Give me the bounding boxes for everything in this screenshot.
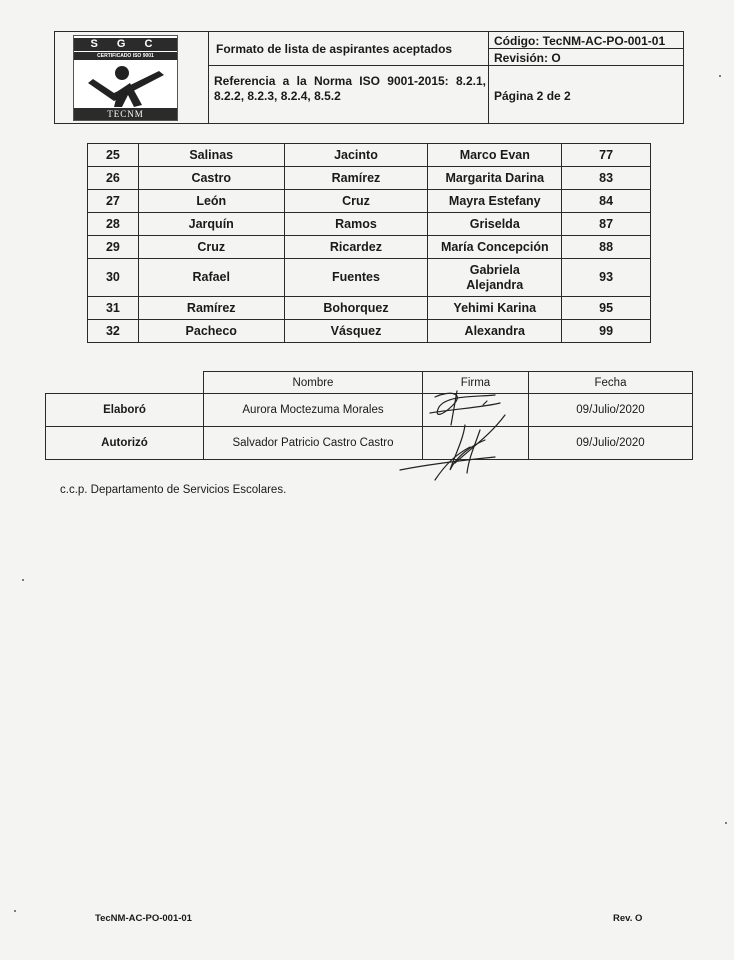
date-autorizo: 09/Julio/2020 (529, 427, 693, 460)
document-title: Formato de lista de aspirantes aceptados (216, 42, 453, 56)
accepted-applicants-table (87, 143, 651, 343)
signatures-table (45, 371, 693, 460)
header-date: Fecha (529, 372, 693, 394)
applicant-number: 28 (88, 213, 139, 236)
second-surname: Jacinto (284, 144, 428, 167)
scan-speck (725, 822, 727, 824)
logo-cert-band: CERTIFICADO ISO 9001 (74, 52, 177, 60)
first-surname: Jarquín (138, 213, 284, 236)
table-row (88, 259, 651, 297)
second-surname: Ramos (284, 213, 428, 236)
name-autorizo: Salvador Patricio Castro Castro (204, 427, 423, 460)
second-surname: Fuentes (284, 259, 428, 297)
header-name: Nombre (204, 372, 423, 394)
applicant-number: 31 (88, 297, 139, 320)
given-names: Alexandra (428, 320, 562, 343)
first-surname: Rafael (138, 259, 284, 297)
applicant-number: 25 (88, 144, 139, 167)
footer-code: TecNM-AC-PO-001-01 (95, 913, 192, 924)
logo-sgc-band: S G C (74, 38, 177, 51)
logo-figure-icon (84, 61, 169, 109)
scan-speck (22, 579, 24, 581)
table-row (88, 236, 651, 259)
table-row (88, 190, 651, 213)
score: 99 (562, 320, 651, 343)
date-elaboro: 09/Julio/2020 (529, 394, 693, 427)
score: 93 (562, 259, 651, 297)
score: 87 (562, 213, 651, 236)
given-names: Gabriela Alejandra (428, 259, 562, 297)
first-surname: Cruz (138, 236, 284, 259)
first-surname: Salinas (138, 144, 284, 167)
first-surname: Pacheco (138, 320, 284, 343)
score: 88 (562, 236, 651, 259)
given-names: Margarita Darina (428, 167, 562, 190)
applicant-number: 30 (88, 259, 139, 297)
copy-recipient: c.c.p. Departamento de Servicios Escolares. (60, 484, 287, 496)
applicant-number: 29 (88, 236, 139, 259)
header-signature: Firma (423, 372, 529, 394)
given-names: Griselda (428, 213, 562, 236)
second-surname: Cruz (284, 190, 428, 213)
given-names: María Concepción (428, 236, 562, 259)
given-names: Marco Evan (428, 144, 562, 167)
first-surname: León (138, 190, 284, 213)
table-row (88, 320, 651, 343)
iso-reference: Referencia a la Norma ISO 9001-2015: 8.2.1, 8.2.2, 8.2.3, 8.2.4, 8.5.2 (214, 74, 486, 103)
second-surname: Bohorquez (284, 297, 428, 320)
footer-revision: Rev. O (613, 913, 643, 924)
document-code: Código: TecNM-AC-PO-001-01 (494, 34, 666, 48)
name-elaboro: Aurora Moctezuma Morales (204, 394, 423, 427)
table-row (88, 167, 651, 190)
score: 84 (562, 190, 651, 213)
score: 95 (562, 297, 651, 320)
applicant-number: 32 (88, 320, 139, 343)
second-surname: Ramírez (284, 167, 428, 190)
sgc-tecnm-logo (73, 35, 178, 121)
score: 77 (562, 144, 651, 167)
handwritten-signatures (395, 385, 525, 490)
logo-tecnm-band: TECNM (74, 108, 177, 120)
score: 83 (562, 167, 651, 190)
first-surname: Castro (138, 167, 284, 190)
role-elaboro: Elaboró (46, 394, 204, 427)
scan-speck (719, 75, 721, 77)
first-surname: Ramírez (138, 297, 284, 320)
second-surname: Vásquez (284, 320, 428, 343)
table-row (88, 213, 651, 236)
scan-speck (14, 910, 16, 912)
applicant-number: 27 (88, 190, 139, 213)
given-names: Mayra Estefany (428, 190, 562, 213)
role-autorizo: Autorizó (46, 427, 204, 460)
document-revision: Revisión: O (494, 51, 561, 65)
applicant-number: 26 (88, 167, 139, 190)
document-header (54, 31, 684, 124)
given-names: Yehimi Karina (428, 297, 562, 320)
page-number: Página 2 de 2 (494, 89, 571, 103)
table-row (88, 297, 651, 320)
second-surname: Ricardez (284, 236, 428, 259)
table-row (88, 144, 651, 167)
